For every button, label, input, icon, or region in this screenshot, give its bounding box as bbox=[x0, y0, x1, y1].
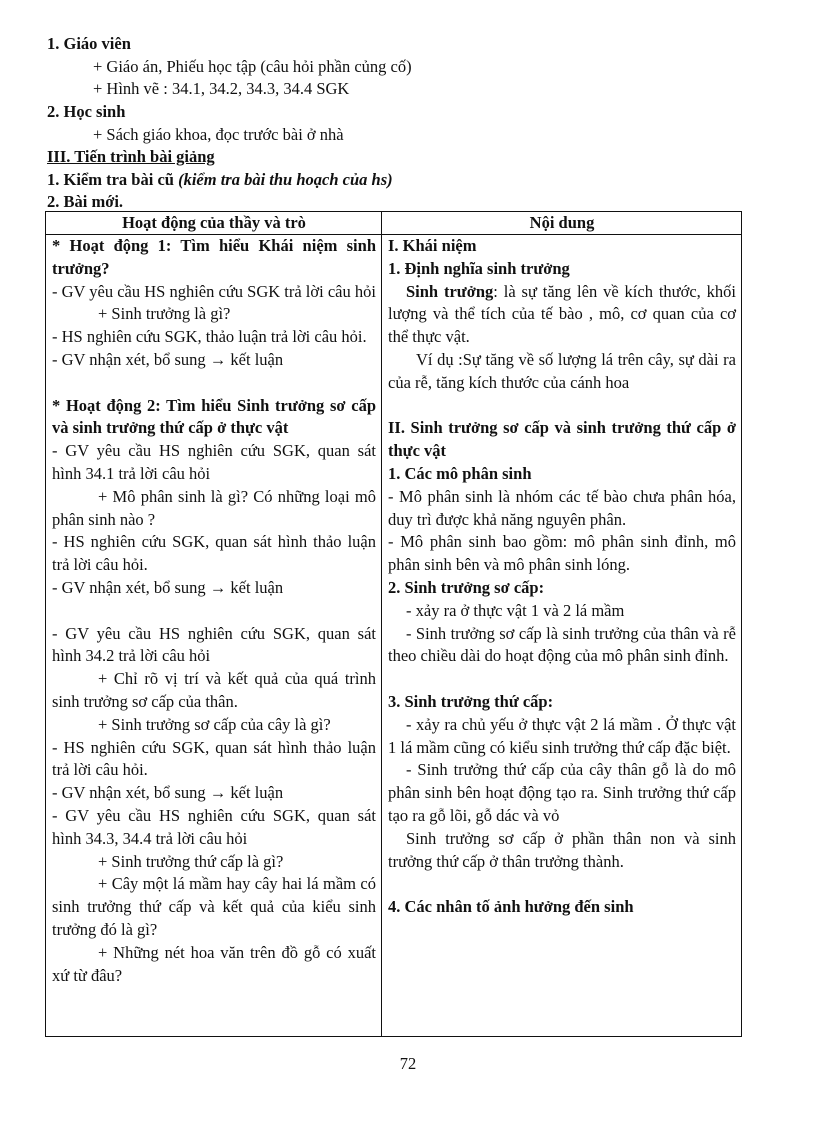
new-lesson-heading: 2. Bài mới. bbox=[47, 192, 124, 211]
content-line: - Mô phân sinh bao gồm: mô phân sinh đỉnh, mô phân sinh bên và mô phân sinh lóng. bbox=[388, 532, 736, 575]
lesson-table bbox=[45, 211, 742, 1037]
table-body-row bbox=[46, 235, 742, 1037]
content-cell bbox=[382, 235, 742, 1037]
blank-line bbox=[52, 600, 376, 623]
column-header-content: Nội dung bbox=[382, 212, 742, 235]
content-line: - HS nghiên cứu SGK, quan sát hình thảo luận trả lời câu hỏi. bbox=[52, 737, 376, 780]
content-heading: 1. Các mô phân sinh bbox=[388, 463, 532, 483]
table-header-row bbox=[46, 212, 742, 235]
section-heading: III. Tiến trình bài giảng bbox=[47, 147, 215, 166]
blank-line bbox=[52, 372, 376, 395]
content-line: + Mô phân sinh là gì? Có những loại mô phân sinh nào ? bbox=[52, 486, 376, 529]
content-line: + Sinh trưởng sơ cấp của cây là gì? bbox=[98, 714, 331, 734]
content-heading: 1. Định nghĩa sinh trưởng bbox=[388, 258, 570, 278]
student-heading: 2. Học sinh bbox=[47, 102, 126, 121]
content-line: + Những nét hoa văn trên đồ gỗ có xuất xứ từ đâu? bbox=[52, 942, 376, 985]
content-heading: I. Khái niệm bbox=[388, 236, 477, 255]
content-line: - GV yêu cầu HS nghiên cứu SGK, quan sát hình 34.2 trả lời câu hỏi bbox=[52, 623, 376, 666]
definition-paragraph bbox=[388, 281, 736, 349]
definition-text: : là sự tăng lên về kích thước, khối lượng và thể tích của tế bào , mô, cơ quan của cơ thể thực vật. bbox=[388, 281, 736, 347]
content-line: - Sinh trưởng sơ cấp là sinh trưởng của thân và rễ theo chiều dài do hoạt động của mô phân sinh đỉnh. bbox=[388, 623, 736, 666]
content-line: + Cây một lá mầm hay cây hai lá mầm có sinh trưởng thứ cấp và kết quả của kiểu sinh trưởng đó là gì? bbox=[52, 874, 376, 939]
content-line: - GV yêu cầu HS nghiên cứu SGK, quan sát hình 34.1 trả lời câu hỏi bbox=[52, 441, 376, 483]
teacher-heading: 1. Giáo viên bbox=[47, 34, 131, 53]
content-line: + Sinh trưởng thứ cấp là gì? bbox=[98, 851, 284, 871]
column-header-activities: Hoạt động của thầy và trò bbox=[46, 212, 382, 235]
content-line: + Chỉ rõ vị trí và kết quả của quá trình sinh trưởng sơ cấp của thân. bbox=[52, 669, 376, 711]
content-line: Ví dụ :Sự tăng về số lượng lá trên cây, sự dài ra của rễ, tăng kích thước của cánh hoa bbox=[388, 349, 736, 392]
content-line: Sinh trưởng sơ cấp ở phần thân non và sinh trưởng thứ cấp ở thân trưởng thành. bbox=[388, 828, 736, 871]
content-line: - HS nghiên cứu SGK, thảo luận trả lời câu hỏi. bbox=[52, 327, 367, 347]
content-line: - xảy ra ở thực vật 1 và 2 lá mầm bbox=[406, 600, 625, 620]
blank-line bbox=[388, 668, 736, 691]
content-line: - GV nhận xét, bổ sung → kết luận bbox=[52, 349, 284, 369]
content-heading: II. Sinh trưởng sơ cấp và sinh trưởng thứ cấp ở thực vật bbox=[388, 418, 736, 461]
content-line: - Sinh trưởng thứ cấp của cây thân gỗ là do mô phân sinh bên hoạt động tạo ra. Sinh trưởng thứ cấp tạo ra gỗ lõi, gỗ dác và vỏ bbox=[388, 760, 736, 825]
student-item: + Sách giáo khoa, đọc trước bài ở nhà bbox=[93, 125, 344, 144]
blank-line bbox=[388, 873, 736, 896]
content-heading: 2. Sinh trưởng sơ cấp: bbox=[388, 577, 545, 597]
teacher-item: + Giáo án, Phiếu học tập (câu hỏi phần củng cố) bbox=[93, 57, 412, 76]
check-heading-label: 1. Kiểm tra bài cũ bbox=[47, 170, 174, 189]
page-number: 72 bbox=[399, 1054, 417, 1073]
content-line: - GV yêu cầu HS nghiên cứu SGK trả lời câu hỏi bbox=[52, 281, 376, 301]
content-heading: * Hoạt động 2: Tìm hiểu Sinh trưởng sơ cấp và sinh trưởng thứ cấp ở thực vật bbox=[52, 395, 376, 438]
content-heading: * Hoạt động 1: Tìm hiểu Khái niệm sinh trưởng? bbox=[52, 236, 376, 278]
content-line: + Sinh trưởng là gì? bbox=[98, 304, 231, 324]
content-line: - GV nhận xét, bổ sung → kết luận bbox=[52, 783, 284, 803]
check-heading-note: (kiểm tra bài thu hoạch của hs) bbox=[178, 170, 393, 189]
definition-term: Sinh trưởng bbox=[406, 281, 494, 301]
blank-line bbox=[388, 395, 736, 418]
content-line: - GV yêu cầu HS nghiên cứu SGK, quan sát hình 34.3, 34.4 trả lời câu hỏi bbox=[52, 805, 376, 848]
check-heading bbox=[47, 169, 767, 192]
content-heading: 4. Các nhân tố ảnh hưởng đến sinh bbox=[388, 897, 634, 917]
content-heading: 3. Sinh trưởng thứ cấp: bbox=[388, 691, 554, 711]
content-line: - GV nhận xét, bổ sung → kết luận bbox=[52, 577, 284, 597]
content-line: - Mô phân sinh là nhóm các tế bào chưa phân hóa, duy trì được khả năng nguyên phân. bbox=[388, 486, 736, 529]
content-line: - xảy ra chủ yếu ở thực vật 2 lá mầm . Ở thực vật 1 lá mầm cũng có kiểu sinh trưởng thứ cấp đặc biệt. bbox=[388, 714, 736, 757]
content-line: - HS nghiên cứu SGK, quan sát hình thảo luận trả lời câu hỏi. bbox=[52, 532, 376, 575]
activities-cell bbox=[46, 235, 382, 1037]
teacher-item: + Hình vẽ : 34.1, 34.2, 34.3, 34.4 SGK bbox=[93, 79, 350, 98]
